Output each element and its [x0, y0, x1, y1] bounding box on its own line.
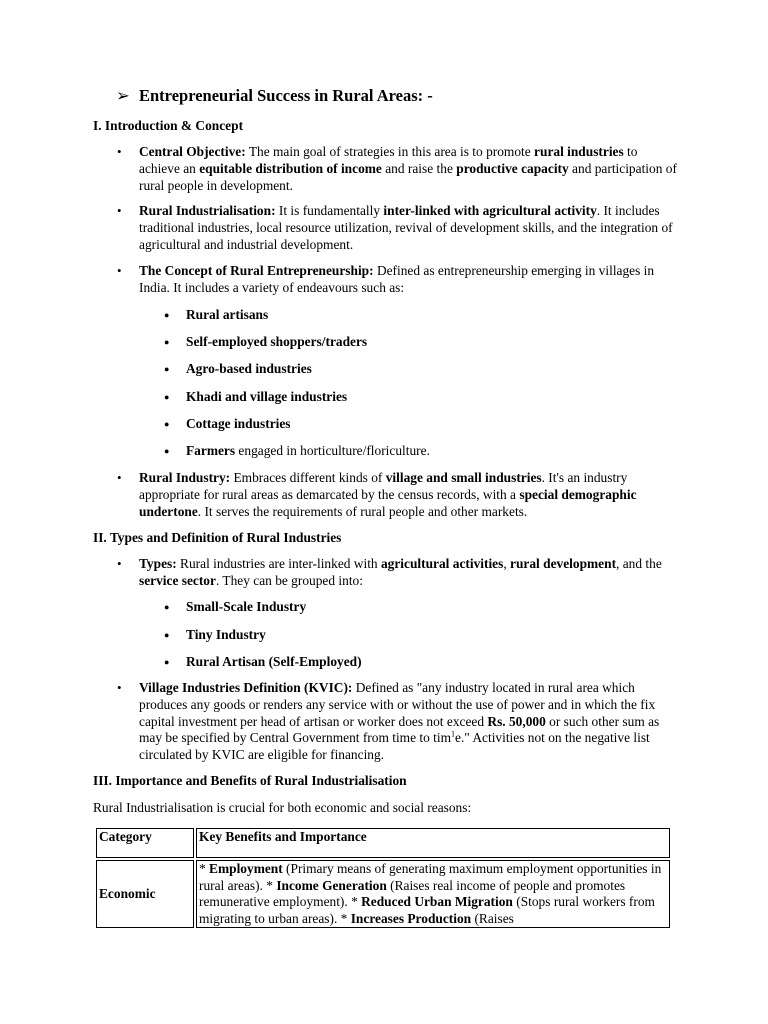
bullet-rural-industrialisation: • Rural Industrialisation: It is fundamentally inter-linked with agricultural activity. It includes traditional industries, local resource utilization, revival of development skills, and the integration of agricultural and industrial development.: [139, 203, 679, 253]
table-header-row: [96, 828, 670, 858]
benefits-table: [94, 826, 672, 930]
sub-item-tiny: ● Tiny Industry: [186, 627, 266, 644]
bullet-kvic-definition: • Village Industries Definition (KVIC): Defined as "any industry located in rural area which produces any goods or renders any service with or without the use of power and in which the fix capital investment per head of artisan or worker does not exceed Rs. 50,000 or such other sum as may be specified by Central Government from time to tim$^1$e." Activities not on the negative list circulated by KVIC are eligible for financing.: [139, 680, 679, 764]
sub-item-agro-based: ● Agro-based industries: [186, 361, 312, 378]
sub-item-rural-artisans: ● Rural artisans: [186, 307, 268, 324]
bullet-rural-entrepreneurship: • The Concept of Rural Entrepreneurship: Defined as entrepreneurship emerging in villages in India. It includes a variety of endeavours such as:: [139, 263, 679, 297]
section-heading-types: II. Types and Definition of Rural Industries: [93, 530, 342, 545]
sub-item-rural-artisan: ● Rural Artisan (Self-Employed): [186, 654, 362, 671]
sub-item-khadi: ● Khadi and village industries: [186, 389, 347, 406]
sub-item-cottage: ● Cottage industries: [186, 416, 291, 433]
arrow-bullet-icon: ➢: [116, 86, 130, 105]
table-header-category: Category: [96, 828, 194, 858]
table-cell-benefits: * Employment (Primary means of generating maximum employment opportunities in rural areas). * Income Generation (Raises real income of people and promotes remunerative employment). * Reduced Urban Migration (Stops rural workers from migrating to urban areas). * Increases Production (Raises: [196, 860, 670, 928]
table-cell-category: Economic: [96, 860, 194, 928]
section-heading-importance: III. Importance and Benefits of Rural Industrialisation: [93, 773, 407, 788]
bullet-types: • Types: Rural industries are inter-linked with agricultural activities, rural development, and the service sector. They can be grouped into:: [139, 556, 679, 590]
document-title: ➢ Entrepreneurial Success in Rural Areas: -: [116, 86, 433, 105]
sub-item-small-scale: ● Small-Scale Industry: [186, 599, 306, 616]
sub-item-self-employed: ● Self-employed shoppers/traders: [186, 334, 367, 351]
intro-paragraph: Rural Industrialisation is crucial for both economic and social reasons:: [93, 800, 472, 815]
bullet-central-objective: • Central Objective: The main goal of strategies in this area is to promote rural industries to achieve an equitable distribution of income and raise the productive capacity and participation of rural people in development.: [139, 144, 679, 194]
table-header-benefits: Key Benefits and Importance: [196, 828, 670, 858]
bullet-rural-industry: • Rural Industry: Embraces different kinds of village and small industries. It's an industry appropriate for rural areas as demarcated by the census records, with a special demographic undertone. It serves the requirements of rural people and other markets.: [139, 470, 679, 520]
sub-item-farmers: ● Farmers engaged in horticulture/floriculture.: [186, 443, 430, 460]
section-heading-introduction: I. Introduction & Concept: [93, 118, 244, 133]
table-row: [96, 860, 670, 928]
